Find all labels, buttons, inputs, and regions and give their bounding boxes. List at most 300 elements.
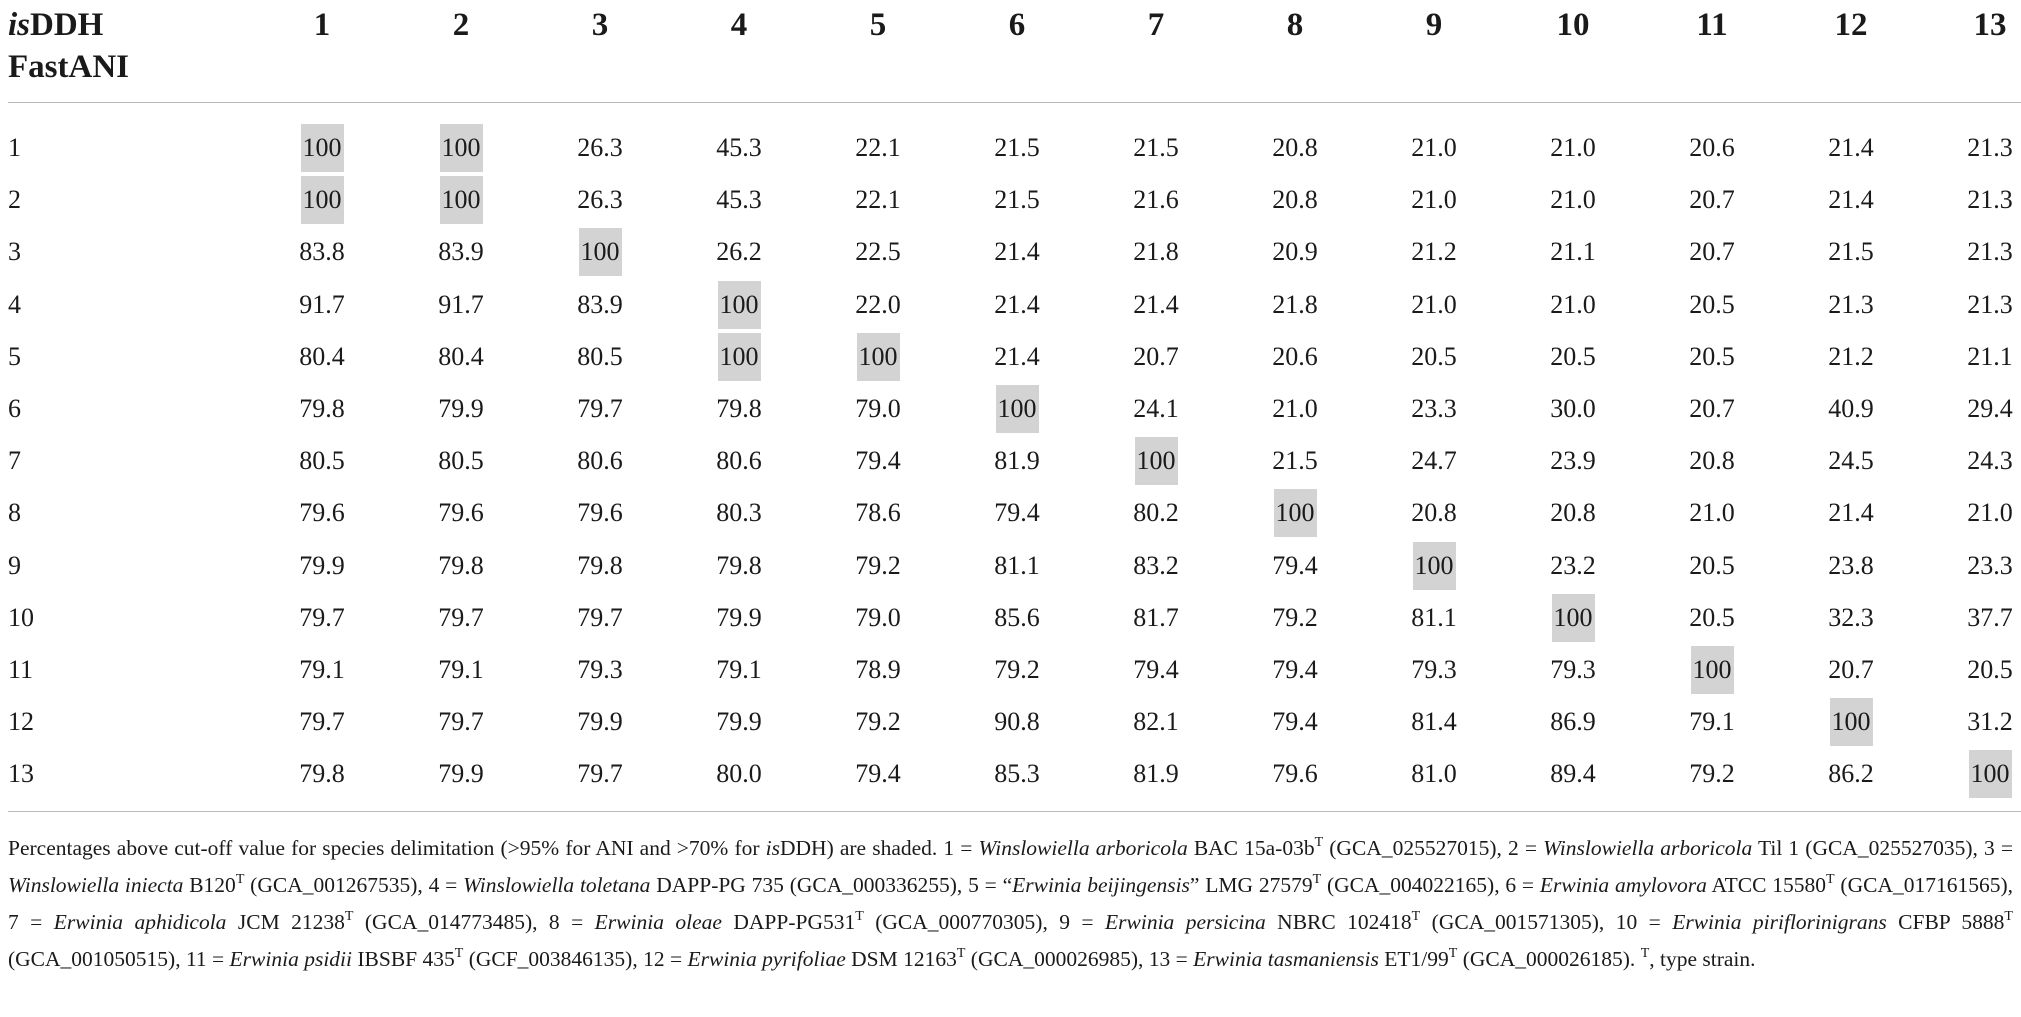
cell-value: 79.1	[299, 655, 345, 684]
cell-value: 31.2	[1967, 707, 2013, 737]
table-cell	[1101, 698, 1211, 746]
table-cell	[1379, 228, 1489, 276]
table-cell	[1935, 385, 2021, 433]
table-cell	[545, 489, 655, 537]
cell-value: 100	[301, 176, 344, 224]
column-header: 2	[452, 7, 470, 43]
table-cell	[1101, 333, 1211, 381]
cell-value: 86.2	[1828, 759, 1874, 789]
cell-value: 21.4	[1828, 185, 1874, 215]
table-cell	[1518, 124, 1628, 172]
cell-value: 24.7	[1411, 446, 1457, 476]
cell-value: 20.8	[1272, 133, 1318, 162]
table-cell	[406, 385, 516, 433]
table-cell	[962, 750, 1072, 798]
cell-value: 79.1	[716, 655, 762, 684]
cell-value: 21.4	[994, 237, 1040, 267]
table-footnote	[8, 830, 2013, 978]
cell-value: 79.9	[577, 707, 623, 737]
footnote-italic-text: Erwinia psidii	[229, 947, 352, 971]
footnote-superscript: T	[956, 946, 966, 961]
cell-value: 21.4	[994, 341, 1040, 371]
table-cell	[1935, 437, 2021, 485]
cell-value: 20.8	[1411, 498, 1457, 528]
table-cell	[545, 698, 655, 746]
cell-value: 80.3	[716, 498, 762, 528]
table-row	[0, 696, 2021, 748]
cell-value: 81.0	[1411, 759, 1457, 789]
corner-title	[8, 4, 168, 46]
cell-value: 79.9	[438, 759, 484, 789]
cell-value: 20.7	[1828, 655, 1874, 684]
table-cell	[684, 385, 794, 433]
table-cell	[267, 281, 377, 329]
table-cell	[684, 594, 794, 642]
cell-value: 21.3	[1967, 237, 2013, 267]
table-cell	[1101, 594, 1211, 642]
table-cell	[1379, 333, 1489, 381]
table-cell	[406, 333, 516, 381]
table-cell	[406, 750, 516, 798]
footnote-text: BAC 15a-03b	[1187, 836, 1315, 860]
cell-value: 20.5	[1550, 341, 1596, 371]
cell-value: 37.7	[1967, 602, 2013, 632]
table-header	[0, 0, 2021, 100]
cell-value: 79.3	[1550, 655, 1596, 684]
cell-value: 83.2	[1133, 550, 1179, 580]
table-cell	[1379, 750, 1489, 798]
table-cell	[1935, 646, 2021, 694]
cell-value: 22.1	[855, 133, 901, 162]
table-cell	[1379, 385, 1489, 433]
shaded-cell	[1518, 594, 1628, 642]
cell-value: 79.9	[716, 602, 762, 632]
shaded-cell	[1935, 750, 2021, 798]
table-cell	[1240, 698, 1350, 746]
shaded-cell	[1101, 437, 1211, 485]
table-cell	[1657, 176, 1767, 224]
table-row	[0, 383, 2021, 435]
cell-value: 21.0	[1411, 133, 1457, 162]
table-cell	[1657, 333, 1767, 381]
cell-value: 79.4	[855, 759, 901, 789]
footnote-italic-text: Erwinia beijingensis	[1012, 873, 1190, 897]
shaded-cell	[1379, 542, 1489, 590]
shaded-cell	[823, 333, 933, 381]
cell-value: 79.0	[855, 394, 901, 423]
cell-value: 100	[1274, 489, 1317, 537]
table-cell	[1935, 176, 2021, 224]
cell-value: 79.4	[855, 446, 901, 476]
shaded-cell	[267, 124, 377, 172]
table-row	[0, 592, 2021, 644]
table-cell	[1379, 698, 1489, 746]
row-label: 8	[8, 498, 21, 528]
column-header: 1	[313, 7, 331, 43]
table-cell	[545, 542, 655, 590]
table-cell	[684, 124, 794, 172]
cell-value: 79.7	[299, 707, 345, 737]
cell-value: 79.7	[438, 602, 484, 632]
column-header: 3	[591, 7, 609, 43]
table-cell	[1101, 646, 1211, 694]
table-cell	[962, 594, 1072, 642]
cell-value: 20.7	[1689, 185, 1735, 215]
footnote-text: DAPP-PG 735 (GCA_000336255), 5 = “	[650, 873, 1013, 897]
cell-value: 100	[1552, 594, 1595, 642]
cell-value: 21.4	[1133, 289, 1179, 319]
table-cell	[545, 437, 655, 485]
footnote-superscript: T	[344, 909, 354, 924]
table-cell	[823, 228, 933, 276]
footnote-italic-text: is	[765, 836, 780, 860]
table-cell	[684, 646, 794, 694]
table-row	[0, 226, 2021, 278]
cell-value: 40.9	[1828, 394, 1874, 423]
cell-value: 80.5	[438, 446, 484, 476]
table-cell	[545, 385, 655, 433]
cell-value: 20.8	[1272, 185, 1318, 215]
cell-value: 21.3	[1967, 185, 2013, 215]
table-cell	[267, 750, 377, 798]
table-cell	[684, 698, 794, 746]
cell-value: 20.6	[1272, 341, 1318, 371]
footnote-text: ET1/99	[1378, 947, 1449, 971]
cell-value: 24.5	[1828, 446, 1874, 476]
table-cell	[823, 750, 933, 798]
cell-value: 81.9	[1133, 759, 1179, 789]
cell-value: 80.4	[438, 341, 484, 371]
footnote-text: ATCC 15580	[1706, 873, 1827, 897]
table-cell	[1796, 176, 1906, 224]
table-cell	[684, 542, 794, 590]
table-cell	[1935, 333, 2021, 381]
footnote-italic-text: Winslowiella iniecta	[8, 873, 184, 897]
cell-value: 79.9	[299, 550, 345, 580]
table-cell	[1657, 594, 1767, 642]
table-cell	[267, 646, 377, 694]
cell-value: 30.0	[1550, 394, 1596, 423]
table-cell	[1240, 228, 1350, 276]
table-cell	[823, 281, 933, 329]
table-cell	[1657, 698, 1767, 746]
table-cell	[545, 124, 655, 172]
table-cell	[1101, 281, 1211, 329]
table-cell	[1379, 281, 1489, 329]
table-cell	[962, 646, 1072, 694]
row-label: 5	[8, 341, 21, 371]
cell-value: 20.8	[1550, 498, 1596, 528]
table-cell	[1518, 698, 1628, 746]
table-cell	[267, 542, 377, 590]
footnote-superscript: T	[1312, 872, 1322, 887]
table-cell	[406, 646, 516, 694]
cell-value: 79.8	[577, 550, 623, 580]
table-cell	[962, 176, 1072, 224]
table-cell	[962, 698, 1072, 746]
cell-value: 29.4	[1967, 394, 2013, 423]
footnote-italic-text: Erwinia oleae	[594, 910, 722, 934]
table-cell	[1796, 489, 1906, 537]
footnote-text: (GCA_000770305), 9 =	[863, 910, 1105, 934]
cell-value: 21.5	[1272, 446, 1318, 476]
cell-value: 21.8	[1133, 237, 1179, 267]
table-cell	[1657, 124, 1767, 172]
cell-value: 21.5	[994, 185, 1040, 215]
table-cell	[962, 542, 1072, 590]
cell-value: 100	[1830, 698, 1873, 746]
corner-header	[8, 4, 168, 88]
column-header: 13	[1973, 7, 2007, 43]
table-row	[0, 435, 2021, 487]
footnote-text: ” LMG 27579	[1189, 873, 1313, 897]
shaded-cell	[406, 176, 516, 224]
row-label: 4	[8, 289, 21, 319]
cell-value: 81.4	[1411, 707, 1457, 737]
table-cell	[406, 281, 516, 329]
footnote-text: CFBP 5888	[1886, 910, 2005, 934]
table-cell	[1657, 228, 1767, 276]
cell-value: 23.2	[1550, 550, 1596, 580]
table-cell	[1518, 542, 1628, 590]
cell-value: 23.9	[1550, 446, 1596, 476]
footnote-italic-text: Winslowiella arboricola	[978, 836, 1188, 860]
cell-value: 26.3	[577, 185, 623, 215]
footnote-italic-text: Winslowiella toletana	[463, 873, 651, 897]
cell-value: 21.3	[1828, 289, 1874, 319]
table-cell	[962, 124, 1072, 172]
table-cell	[1101, 228, 1211, 276]
table-row	[0, 540, 2021, 592]
table-cell	[1518, 489, 1628, 537]
column-header: 11	[1696, 7, 1728, 43]
table-cell	[406, 542, 516, 590]
cell-value: 100	[579, 228, 622, 276]
cell-value: 81.9	[994, 446, 1040, 476]
footnote-text: NBRC 102418	[1265, 910, 1412, 934]
table-cell	[406, 698, 516, 746]
footnote-text: (GCA_001050515), 11 =	[8, 947, 230, 971]
footnote-text: (GCA_000026185).	[1457, 947, 1641, 971]
cell-value: 79.4	[994, 498, 1040, 528]
shaded-cell	[684, 333, 794, 381]
table-cell	[1240, 333, 1350, 381]
cell-value: 100	[301, 124, 344, 172]
cell-value: 86.9	[1550, 707, 1596, 737]
cell-value: 79.3	[1411, 655, 1457, 684]
table-cell	[1518, 176, 1628, 224]
cell-value: 21.3	[1967, 133, 2013, 162]
cell-value: 24.1	[1133, 394, 1179, 423]
footnote-text: (GCF_003846135), 12 =	[463, 947, 688, 971]
table-cell	[406, 489, 516, 537]
footnote-italic-text: Winslowiella arboricola	[1543, 836, 1753, 860]
row-label: 7	[8, 446, 21, 476]
table-cell	[1657, 750, 1767, 798]
cell-value: 78.6	[855, 498, 901, 528]
table-cell	[684, 750, 794, 798]
table-cell	[1101, 124, 1211, 172]
row-label: 6	[8, 394, 21, 423]
footnote-text: (GCA_000026985), 13 =	[965, 947, 1194, 971]
cell-value: 79.6	[299, 498, 345, 528]
shaded-cell	[962, 385, 1072, 433]
shaded-cell	[406, 124, 516, 172]
cell-value: 21.4	[1828, 133, 1874, 162]
cell-value: 100	[440, 124, 483, 172]
cell-value: 20.8	[1689, 446, 1735, 476]
table-cell	[267, 594, 377, 642]
cell-value: 85.3	[994, 759, 1040, 789]
table-cell	[1101, 489, 1211, 537]
cell-value: 79.6	[1272, 759, 1318, 789]
cell-value: 22.1	[855, 185, 901, 215]
table-cell	[684, 228, 794, 276]
cell-value: 79.0	[855, 602, 901, 632]
corner-title-italic: is	[8, 7, 31, 43]
cell-value: 100	[440, 176, 483, 224]
cell-value: 81.1	[994, 550, 1040, 580]
cell-value: 79.2	[1272, 602, 1318, 632]
bottom-rule	[8, 811, 2021, 812]
cell-value: 81.7	[1133, 602, 1179, 632]
footnote-text: (GCA_004022165), 6 =	[1321, 873, 1540, 897]
cell-value: 79.2	[1689, 759, 1735, 789]
table-cell	[1240, 594, 1350, 642]
cell-value: 79.4	[1272, 550, 1318, 580]
cell-value: 21.0	[1272, 394, 1318, 423]
cell-value: 26.3	[577, 133, 623, 162]
footnote-text: DSM 12163	[845, 947, 957, 971]
cell-value: 20.5	[1689, 550, 1735, 580]
table-cell	[962, 333, 1072, 381]
table-cell	[1240, 385, 1350, 433]
cell-value: 22.0	[855, 289, 901, 319]
cell-value: 79.8	[716, 550, 762, 580]
cell-value: 83.8	[299, 237, 345, 267]
footnote-text: B120	[183, 873, 236, 897]
cell-value: 83.9	[577, 289, 623, 319]
footnote-italic-text: Erwinia persicina	[1105, 910, 1266, 934]
table-cell	[1796, 124, 1906, 172]
table-cell	[1796, 437, 1906, 485]
table-cell	[1240, 124, 1350, 172]
footnote-italic-text: Erwinia piriflorinigrans	[1672, 910, 1887, 934]
cell-value: 79.4	[1133, 655, 1179, 684]
corner-title-rest: DDH	[30, 7, 104, 43]
table-cell	[1101, 385, 1211, 433]
cell-value: 20.7	[1689, 237, 1735, 267]
cell-value: 21.5	[1828, 237, 1874, 267]
shaded-cell	[1657, 646, 1767, 694]
table-cell	[1935, 594, 2021, 642]
cell-value: 100	[857, 333, 900, 381]
table-cell	[1379, 437, 1489, 485]
cell-value: 23.3	[1411, 394, 1457, 423]
cell-value: 81.1	[1411, 602, 1457, 632]
column-header: 4	[730, 7, 748, 43]
table-cell	[1657, 542, 1767, 590]
table-cell	[545, 646, 655, 694]
table-cell	[1935, 281, 2021, 329]
table-cell	[1657, 437, 1767, 485]
table-cell	[823, 176, 933, 224]
table-cell	[545, 750, 655, 798]
cell-value: 79.8	[716, 394, 762, 423]
cell-value: 80.6	[716, 446, 762, 476]
table-cell	[823, 437, 933, 485]
cell-value: 79.7	[577, 759, 623, 789]
cell-value: 20.5	[1967, 655, 2013, 684]
cell-value: 21.0	[1411, 185, 1457, 215]
cell-value: 23.3	[1967, 550, 2013, 580]
cell-value: 91.7	[299, 289, 345, 319]
table-cell	[823, 542, 933, 590]
table-cell	[1101, 542, 1211, 590]
cell-value: 21.4	[994, 289, 1040, 319]
footnote-text: (GCA_017161565), 7 =	[8, 873, 2014, 934]
cell-value: 79.9	[438, 394, 484, 423]
table-cell	[1240, 281, 1350, 329]
cell-value: 100	[718, 333, 761, 381]
cell-value: 80.2	[1133, 498, 1179, 528]
table-cell	[1518, 437, 1628, 485]
footnote-superscript: T	[1826, 872, 1835, 887]
table-cell	[406, 228, 516, 276]
column-header: 8	[1286, 7, 1304, 43]
table-cell	[267, 228, 377, 276]
footnote-superscript: T	[1314, 835, 1324, 850]
table-row	[0, 331, 2021, 383]
table-cell	[962, 281, 1072, 329]
table-cell	[1796, 228, 1906, 276]
cell-value: 79.3	[577, 655, 623, 684]
table-cell	[267, 333, 377, 381]
cell-value: 21.0	[1411, 289, 1457, 319]
cell-value: 24.3	[1967, 446, 2013, 476]
table-cell	[823, 385, 933, 433]
footnote-text: (GCA_001267535), 4 =	[244, 873, 464, 897]
cell-value: 20.6	[1689, 133, 1735, 162]
table-cell	[684, 489, 794, 537]
footnote-superscript: T	[1640, 946, 1650, 961]
row-label: 3	[8, 237, 21, 267]
table-cell	[1796, 646, 1906, 694]
table-cell	[1101, 176, 1211, 224]
cell-value: 22.5	[855, 237, 901, 267]
cell-value: 20.5	[1411, 341, 1457, 371]
table-cell	[1240, 176, 1350, 224]
row-label: 11	[8, 655, 34, 684]
table-cell	[1796, 333, 1906, 381]
cell-value: 79.6	[438, 498, 484, 528]
table-cell	[1518, 228, 1628, 276]
table-cell	[1240, 542, 1350, 590]
table-cell	[1101, 750, 1211, 798]
row-label: 10	[8, 602, 34, 632]
footnote-italic-text: Erwinia pyrifoliae	[687, 947, 846, 971]
table-row	[0, 174, 2021, 226]
footnote-superscript: T	[235, 872, 245, 887]
table-cell	[406, 594, 516, 642]
table-cell	[1518, 385, 1628, 433]
shaded-cell	[267, 176, 377, 224]
table-cell	[267, 385, 377, 433]
table-cell	[1796, 594, 1906, 642]
column-header: 5	[869, 7, 887, 43]
table-cell	[1379, 124, 1489, 172]
footnote-text: DDH) are shaded. 1 =	[780, 836, 979, 860]
